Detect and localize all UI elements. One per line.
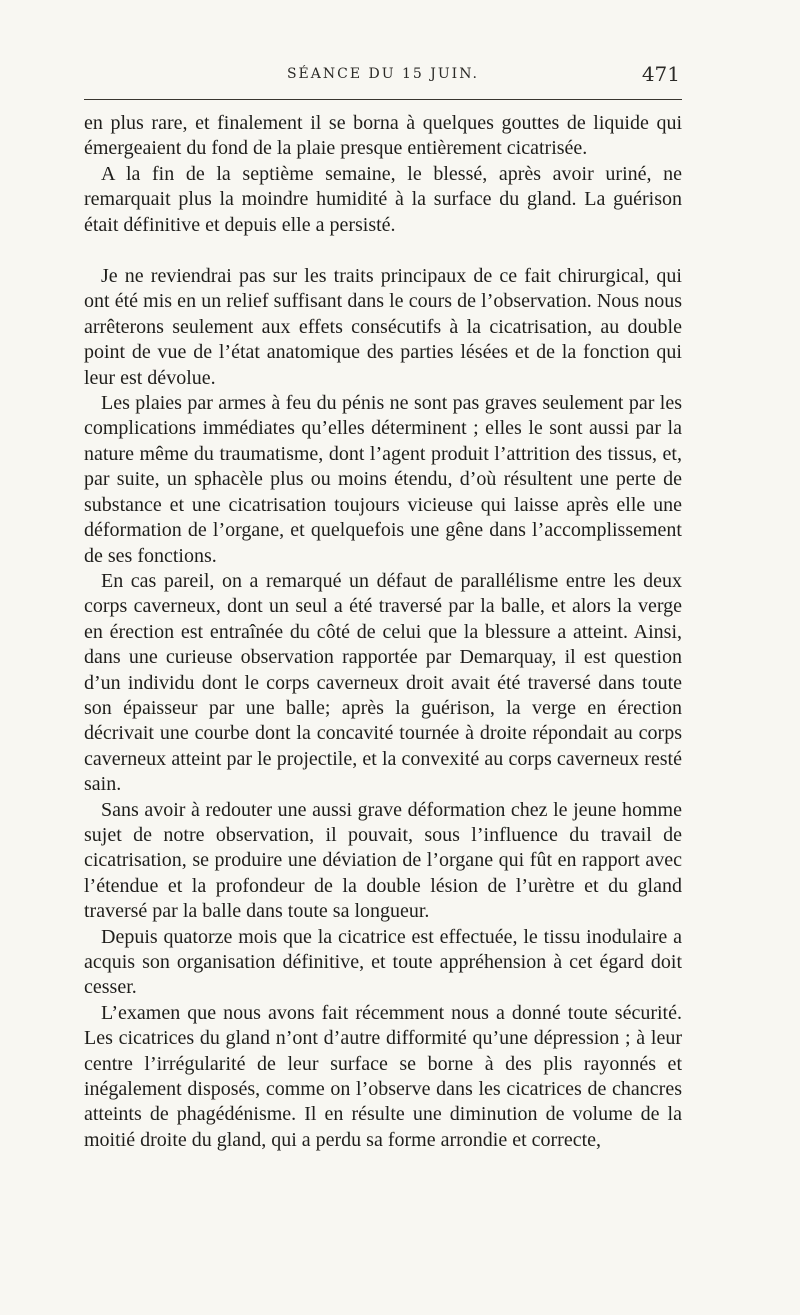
running-header [84, 62, 682, 88]
body-text [84, 111, 682, 1153]
paragraph: A la fin de la septième semaine, le blessé, après avoir uriné, ne remarquait plus la moindre humidité à la surface du gland. La guérison était définitive et depuis elle a persisté. [84, 162, 682, 236]
page-number: 471 [641, 62, 680, 86]
paragraph: L’examen que nous avons fait récemment nous a donné toute sécurité. Les cicatrices du gland n’ont d’autre difformité qu’une dépression ; à leur centre l’irrégularité de leur surface se borne à des plis rayonnés et inégalement disposés, comme on l’observe dans les cicatrices de chancres atteints de phagédénisme. Il en résulte une diminution de volume de la moitié droite du gland, qui a perdu sa forme arrondie et correcte, [84, 1001, 682, 1151]
paragraph: Sans avoir à redouter une aussi grave déformation chez le jeune homme sujet de notre observation, il pouvait, sous l’influence du travail de cicatrisation, se produire une déviation de l’organe qui fût en rapport avec l’étendue et la profondeur de la double lésion de l’urètre et du gland traversé par la balle dans toute sa longueur. [84, 798, 682, 923]
paragraph: en plus rare, et finalement il se borna à quelques gouttes de liquide qui émergeaient du fond de la plaie presque entièrement cicatrisée. [84, 112, 682, 160]
paragraph: Les plaies par armes à feu du pénis ne sont pas graves seulement par les complications immédiates qu’elles déterminent ; elles le sont aussi par la nature même du traumatisme, dont l’agent produit l’attrition des tissus, et, par suite, un sphacèle plus ou moins étendu, d’où résultent une perte de substance et une cicatrisation toujours vicieuse qui laisse après elle une déformation de l’organe, et quelquefois une gêne dans l’accomplissement de ses fonctions. [84, 392, 682, 567]
paragraph: Depuis quatorze mois que la cicatrice est effectuée, le tissu inodulaire a acquis son organisation définitive, et toute appréhension à cet égard doit cesser. [84, 925, 682, 999]
header-title: SÉANCE DU 15 JUIN. [286, 66, 480, 82]
paragraph: Je ne reviendrai pas sur les traits principaux de ce fait chirurgical, qui ont été mis en un relief suffisant dans le cours de l’observation. Nous nous arrêterons seulement aux effets consécutifs à la cicatrisation, au double point de vue de l’état anatomique des parties lésées et de la fonction qui leur est dévolue. [84, 265, 682, 389]
paragraph: En cas pareil, on a remarqué un défaut de parallélisme entre les deux corps caverneux, dont un seul a été traversé par la balle, et alors la verge en érection est entraînée du côté de celui que la blessure a atteint. Ainsi, dans une curieuse observation rapportée par Demarquay, il est question d’un individu dont le corps caverneux droit avait été traversé dans toute son épaisseur par une balle; après la guérison, la verge en érection décrivait une courbe dont la concavité tournée à droite répondait au corps caverneux atteint par le projectile, et la convexité au corps caverneux resté sain. [84, 569, 682, 796]
header-rule [84, 99, 682, 100]
